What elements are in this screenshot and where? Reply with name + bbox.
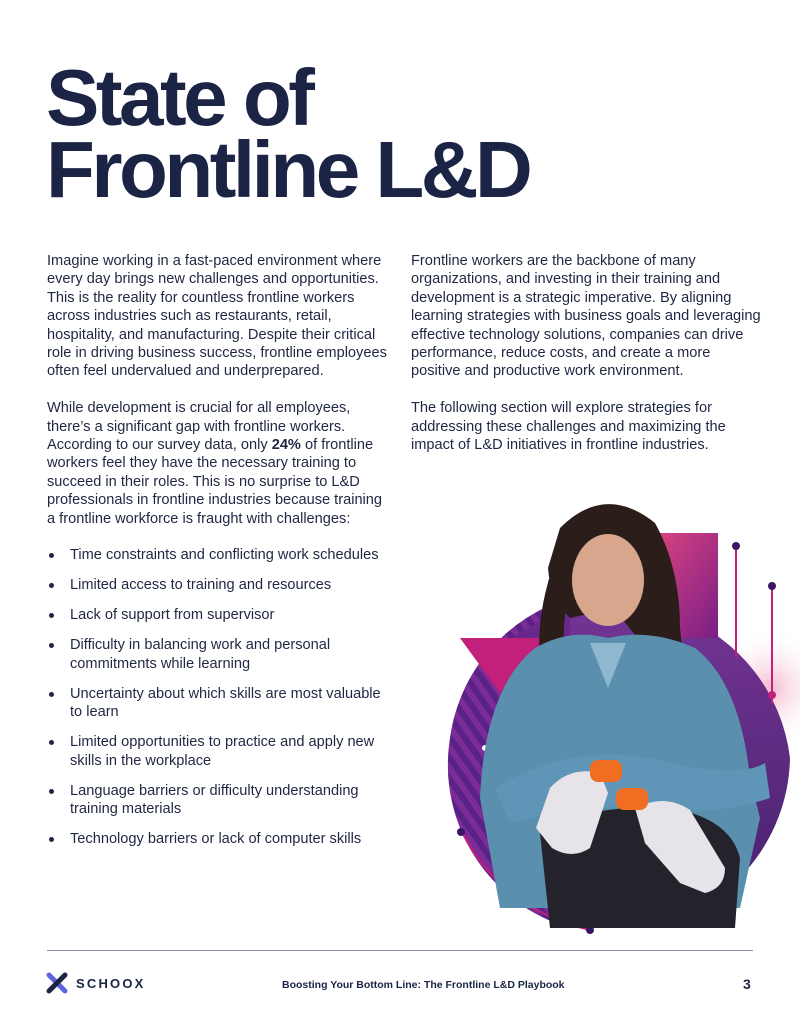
list-item: Limited opportunities to practice and apply new skills in the workplace xyxy=(47,733,392,770)
worker-illustration xyxy=(440,488,800,938)
accent-dot xyxy=(732,542,740,550)
list-item: Technology barriers or lack of computer skills xyxy=(47,830,392,848)
list-item: Limited access to training and resources xyxy=(47,576,392,594)
backbone-paragraph: Frontline workers are the backbone of many organizations, and investing in their training and development is a strategic imperative. By aligning learning strategies with business goals and leveraging effective technology solutions, companies can drive performance, reduce costs, and create a more positive and productive work environment. xyxy=(411,253,761,380)
gap-text-after: of frontline workers feel they have the necessary training to succeed in their roles. This is no surprise to L&D professionals in frontline industries because training a frontline workforce is fraught with challenges: xyxy=(47,437,383,527)
brand-name: SCHOOX xyxy=(76,975,146,991)
right-column xyxy=(411,252,761,473)
accent-dot xyxy=(457,828,465,836)
title-line-1: State of xyxy=(46,53,312,142)
list-item: Uncertainty about which skills are most valuable to learn xyxy=(47,685,392,722)
schoox-logo xyxy=(46,972,146,994)
title-line-2: Frontline L&D xyxy=(46,125,530,214)
page-title xyxy=(46,53,666,214)
footer-divider xyxy=(47,950,753,951)
left-column xyxy=(47,252,392,860)
page-number: 3 xyxy=(743,976,751,992)
list-item: Time constraints and conflicting work schedules xyxy=(47,546,392,564)
face xyxy=(572,534,644,626)
next-section-paragraph: The following section will explore strategies for addressing these challenges and maximizing the impact of L&D initiatives in frontline industries. xyxy=(411,400,726,454)
footer-title: Boosting Your Bottom Line: The Frontline L&D Playbook xyxy=(282,979,565,991)
challenges-list xyxy=(47,546,392,848)
glove-band-right xyxy=(616,788,648,810)
intro-paragraph: Imagine working in a fast-paced environment where every day brings new challenges and opportunities. This is the reality for countless frontline workers across industries such as restaurants, retail, hospitality, and manufacturing. Despite their critical role in driving business success, frontline employees often feel undervalued and underprepared. xyxy=(47,253,387,380)
gap-paragraph xyxy=(47,399,392,528)
list-item: Language barriers or difficulty understanding training materials xyxy=(47,782,392,819)
accent-dot xyxy=(768,582,776,590)
survey-stat: 24% xyxy=(271,437,301,454)
schoox-mark-icon xyxy=(46,972,68,994)
accent-dot xyxy=(768,691,776,699)
list-item: Difficulty in balancing work and personal commitments while learning xyxy=(47,636,392,673)
gap-text-before: While development is crucial for all employees, there’s a significant gap with frontline workers. According to our survey data, only xyxy=(47,400,351,454)
glove-band-left xyxy=(590,760,622,782)
list-item: Lack of support from supervisor xyxy=(47,606,392,624)
